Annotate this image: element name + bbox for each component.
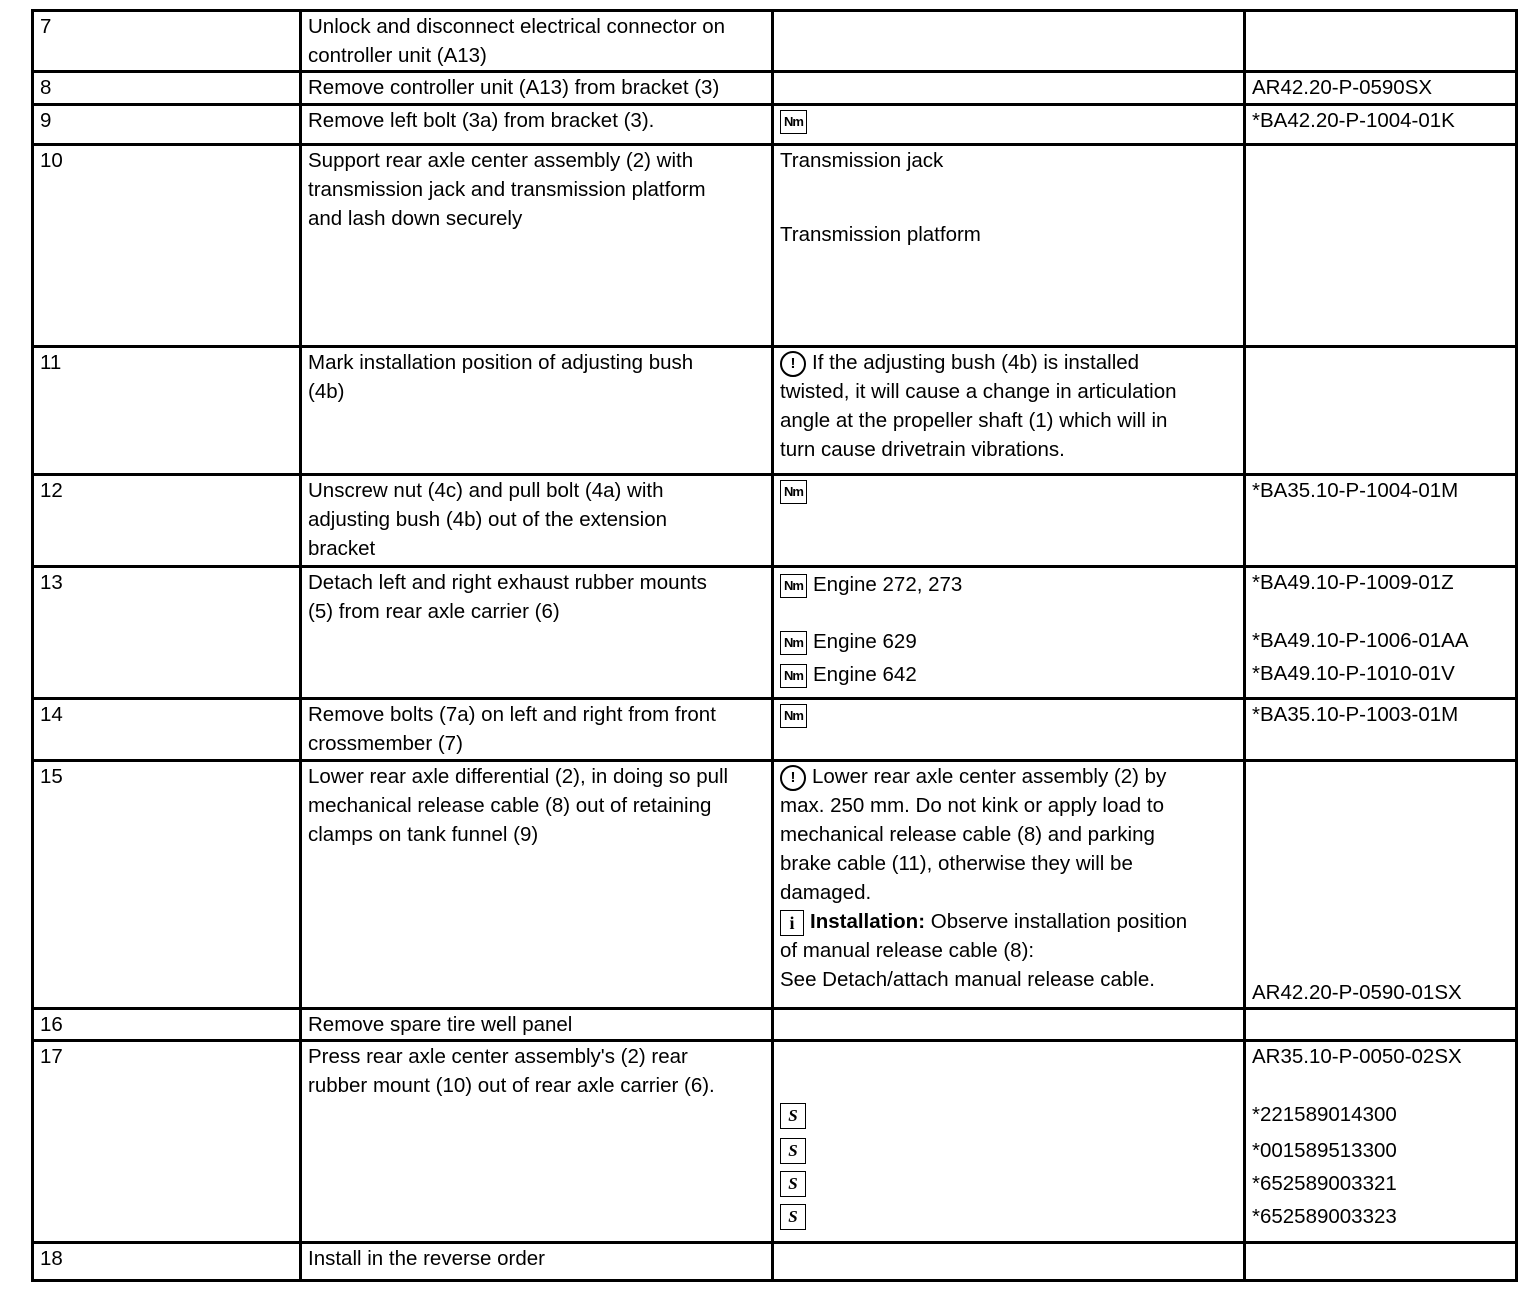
step-reference[interactable] <box>1245 72 1517 105</box>
warning-icon: ! <box>780 351 806 377</box>
step-action: Detach left and right exhaust rubber mounts (5) from rear axle carrier (6) <box>301 567 773 699</box>
reference-link[interactable]: *BA42.20-P-1004-01K <box>1252 109 1455 132</box>
tool-note: Transmission platform <box>780 223 981 246</box>
step-reference[interactable] <box>1245 567 1517 699</box>
special-tool-icon: S <box>780 1171 806 1197</box>
table-row <box>33 11 1517 72</box>
warning-icon: ! <box>780 765 806 791</box>
step-note <box>773 1009 1245 1041</box>
step-reference <box>1245 11 1517 72</box>
reference-link[interactable]: *BA49.10-P-1006-01AA <box>1252 629 1469 652</box>
reference-link[interactable]: *BA49.10-P-1009-01Z <box>1252 571 1454 594</box>
procedure-table <box>31 9 1518 1282</box>
step-note <box>773 699 1245 761</box>
step-action: Remove controller unit (A13) from bracket (3) <box>301 72 773 105</box>
installation-label: Installation: <box>810 910 926 933</box>
tool-number-link[interactable]: *652589003323 <box>1252 1205 1397 1228</box>
detach-attach-link[interactable]: See Detach/attach manual release cable. <box>780 968 1155 991</box>
step-reference[interactable] <box>1245 1041 1517 1243</box>
reference-link[interactable]: *BA35.10-P-1004-01M <box>1252 479 1459 502</box>
table-row <box>33 347 1517 475</box>
reference-link[interactable]: *BA35.10-P-1003-01M <box>1252 703 1459 726</box>
step-note <box>773 11 1245 72</box>
step-reference <box>1245 145 1517 347</box>
step-reference[interactable] <box>1245 105 1517 145</box>
special-tool-icon: S <box>780 1204 806 1230</box>
step-action: Mark installation position of adjusting bush (4b) <box>301 347 773 475</box>
step-number: 8 <box>33 72 301 105</box>
step-action: Remove spare tire well panel <box>301 1009 773 1041</box>
step-action: Unscrew nut (4c) and pull bolt (4a) with adjusting bush (4b) out of the extension bracket <box>301 475 773 567</box>
table-row <box>33 1009 1517 1041</box>
step-reference[interactable] <box>1245 761 1517 1009</box>
step-number: 16 <box>33 1009 301 1041</box>
step-action: Unlock and disconnect electrical connector on controller unit (A13) <box>301 11 773 72</box>
step-number: 9 <box>33 105 301 145</box>
step-action: Remove bolts (7a) on left and right from front crossmember (7) <box>301 699 773 761</box>
table-row <box>33 1243 1517 1281</box>
torque-icon: Nm <box>780 110 807 134</box>
step-number: 17 <box>33 1041 301 1243</box>
step-reference <box>1245 1243 1517 1281</box>
torque-icon: Nm <box>780 664 807 688</box>
table-row <box>33 72 1517 105</box>
step-reference[interactable] <box>1245 475 1517 567</box>
tool-number-link[interactable]: *652589003321 <box>1252 1172 1397 1195</box>
table-row <box>33 105 1517 145</box>
tool-note: Transmission jack <box>780 149 944 172</box>
step-action: Install in the reverse order <box>301 1243 773 1281</box>
table-row <box>33 1041 1517 1243</box>
step-number: 15 <box>33 761 301 1009</box>
tool-number-link[interactable]: *001589513300 <box>1252 1139 1397 1162</box>
torque-icon: Nm <box>780 631 807 655</box>
step-action: Lower rear axle differential (2), in doing so pull mechanical release cable (8) out of retaining clamps on tank funnel (9) <box>301 761 773 1009</box>
step-number: 7 <box>33 11 301 72</box>
step-note: ! Lower rear axle center assembly (2) by max. 250 mm. Do not kink or apply load to mechanical release cable (8) and parking brake cable (11), otherwise they will be damaged. i Installation: Observe installation position of manual release cable (8): See Detach/attach manual release cable. <box>773 761 1245 1009</box>
step-number: 14 <box>33 699 301 761</box>
reference-link[interactable]: AR35.10-P-0050-02SX <box>1252 1045 1462 1068</box>
step-number: 12 <box>33 475 301 567</box>
step-note: Nm Engine 272, 273 Nm Engine 629 Nm Engine 642 <box>773 567 1245 699</box>
step-reference <box>1245 347 1517 475</box>
table-row <box>33 699 1517 761</box>
step-note <box>773 1243 1245 1281</box>
torque-icon: Nm <box>780 480 807 504</box>
torque-icon: Nm <box>780 574 807 598</box>
step-note <box>773 475 1245 567</box>
step-action: Press rear axle center assembly's (2) rear rubber mount (10) out of rear axle carrier (6). <box>301 1041 773 1243</box>
reference-link[interactable]: *BA49.10-P-1010-01V <box>1252 662 1455 685</box>
step-reference <box>1245 1009 1517 1041</box>
table-row <box>33 761 1517 1009</box>
info-icon: i <box>780 910 804 936</box>
tool-number-link[interactable]: *221589014300 <box>1252 1103 1397 1126</box>
step-note <box>773 105 1245 145</box>
step-reference[interactable] <box>1245 699 1517 761</box>
step-note <box>773 145 1245 347</box>
step-action: Remove left bolt (3a) from bracket (3). <box>301 105 773 145</box>
step-number: 13 <box>33 567 301 699</box>
table-row <box>33 475 1517 567</box>
step-note: ! If the adjusting bush (4b) is installed twisted, it will cause a change in articulation angle at the propeller shaft (1) which will in turn cause drivetrain vibrations. <box>773 347 1245 475</box>
table-row <box>33 567 1517 699</box>
step-number: 11 <box>33 347 301 475</box>
step-note <box>773 72 1245 105</box>
step-number: 18 <box>33 1243 301 1281</box>
reference-link[interactable]: AR42.20-P-0590-01SX <box>1252 981 1462 1004</box>
step-number: 10 <box>33 145 301 347</box>
torque-icon: Nm <box>780 704 807 728</box>
special-tool-icon: S <box>780 1103 806 1129</box>
step-action: Support rear axle center assembly (2) with transmission jack and transmission platform and lash down securely <box>301 145 773 347</box>
table-row <box>33 145 1517 347</box>
reference-link[interactable]: AR42.20-P-0590SX <box>1252 76 1433 99</box>
step-note <box>773 1041 1245 1243</box>
special-tool-icon: S <box>780 1138 806 1164</box>
